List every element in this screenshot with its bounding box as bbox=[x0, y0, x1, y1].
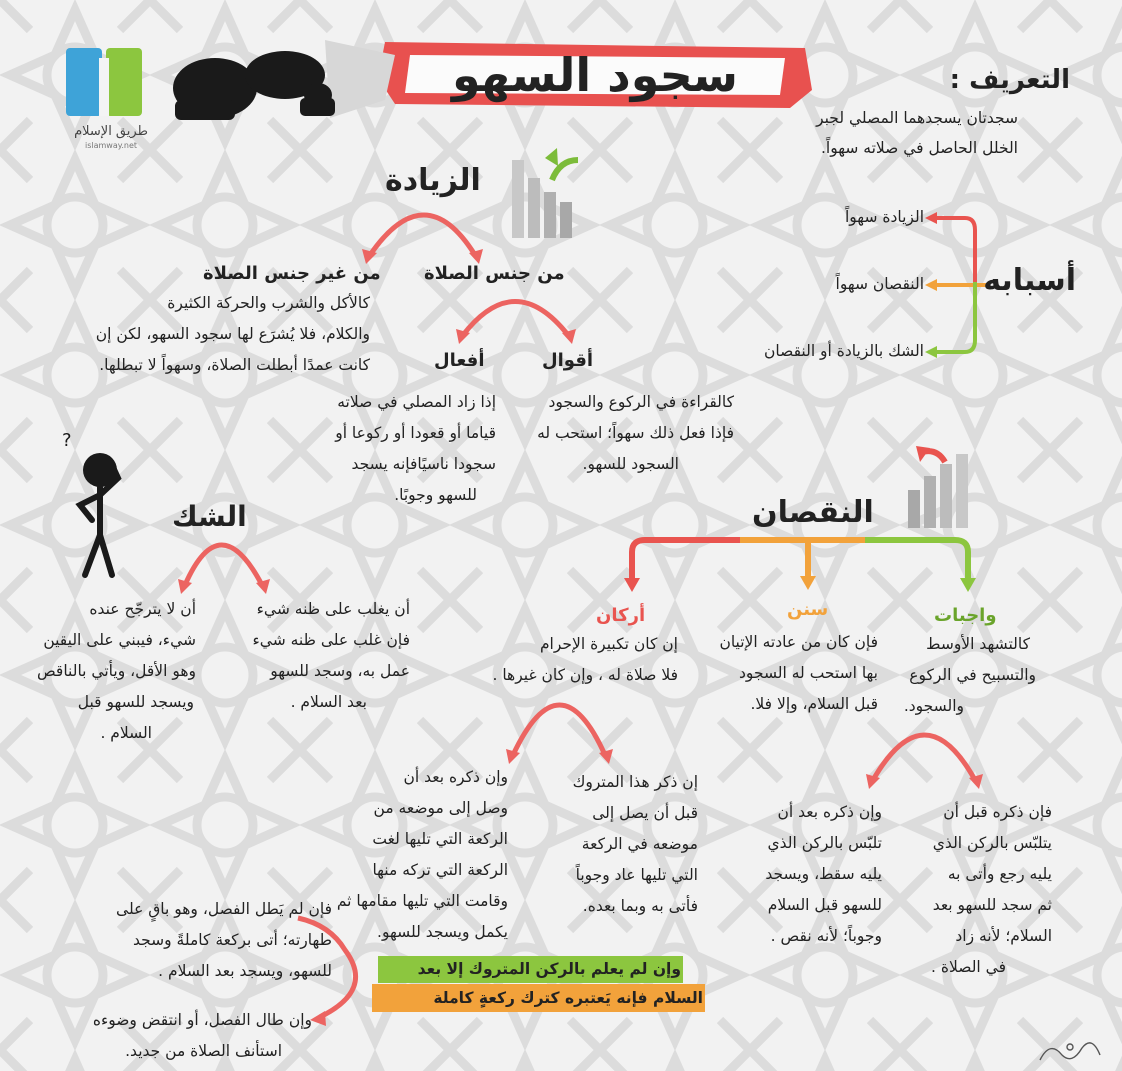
addition-sayings-text-3: السجود للسهو. bbox=[582, 455, 679, 473]
decrease-chart-icon bbox=[908, 446, 968, 528]
doubt-right-2: فإن غلب على ظنه شيء bbox=[252, 631, 410, 649]
not-long-1: فإن لم يَطل الفصل، وهو باقٍ على bbox=[116, 900, 332, 918]
doubt-left-2: شيء، فيبني على اليقين bbox=[43, 631, 196, 649]
svg-text:?: ? bbox=[62, 430, 72, 451]
deficiency-bracket bbox=[632, 540, 968, 580]
obligation-after-3: يليه سقط، ويسجد bbox=[765, 865, 882, 883]
pillar-after-2: وصل إلى موضعه من bbox=[373, 799, 508, 817]
obligation-before-4: ثم سجد للسهو بعد bbox=[932, 896, 1052, 914]
sunnahs-text-2: بها استحب له السجود bbox=[739, 664, 878, 682]
obligations-text-2: والتسبيح في الركوع bbox=[909, 666, 1036, 684]
doubt-left-5: السلام . bbox=[100, 724, 152, 742]
obligation-before-3: يليه رجع وأتى به bbox=[947, 865, 1052, 883]
obligations-text-1: كالتشهد الأوسط bbox=[926, 635, 1030, 653]
long-2: استأنف الصلاة من جديد. bbox=[125, 1042, 282, 1060]
not-known-line-2: السلام فإنه يَعتبره كترك ركعةٍ كاملة bbox=[433, 989, 703, 1007]
doubt-right-3: عمل به، وسجد للسهو bbox=[270, 662, 410, 680]
obligation-after-4: للسهو قبل السلام bbox=[767, 896, 882, 914]
signature-flourish bbox=[1040, 1043, 1100, 1060]
addition-sayings-text-2: فإذا فعل ذلك سهواً؛ استحب له bbox=[537, 424, 734, 442]
pillars-text-1: إن كان تكبيرة الإحرام bbox=[539, 635, 678, 653]
sunnahs-text-1: فإن كان من عادته الإتيان bbox=[719, 633, 878, 651]
obligation-after-5: وجوباً؛ لأنه نقص . bbox=[770, 927, 882, 945]
increase-chart-icon bbox=[512, 148, 578, 238]
pillar-before-1: إن ذكر هذا المتروك bbox=[572, 773, 698, 791]
doubt-right-4: بعد السلام . bbox=[290, 693, 367, 711]
causes-bracket bbox=[935, 218, 990, 352]
obligations-text-3: والسجود. bbox=[903, 697, 964, 715]
sunnahs-text-3: قبل السلام، وإلا فلا. bbox=[750, 695, 878, 713]
addition-actions-text-4: للسهو وجوبًا. bbox=[394, 486, 477, 504]
deficiency-heading: النقصان bbox=[752, 495, 874, 530]
deficiency-pillars-label: أركان bbox=[596, 605, 646, 626]
addition-actions-text-3: سجودا ناسيًافإنه يسجد bbox=[351, 455, 496, 473]
pillar-before-2: قبل أن يصل إلى bbox=[592, 804, 698, 822]
causes-label: أسبابه bbox=[983, 263, 1076, 298]
pillar-after-6: يكمل ويسجد للسهو. bbox=[377, 923, 508, 941]
addition-actions-text-1: إذا زاد المصلي في صلاته bbox=[337, 393, 496, 411]
obligation-before-2: يتلبّس بالركن الذي bbox=[932, 834, 1052, 852]
long-1: وإن طال الفصل، أو انتقض وضوءه bbox=[92, 1011, 312, 1029]
addition-sayings-label: أقوال bbox=[542, 350, 594, 371]
addition-actions-label: أفعال bbox=[434, 350, 485, 371]
doubt-left-4: ويسجد للسهو قبل bbox=[77, 693, 194, 711]
pillar-before-4: التي تليها عاد وجوباً bbox=[575, 866, 698, 884]
deficiency-obligations-label: واجبات bbox=[934, 605, 997, 626]
not-long-2: طهارته؛ أتى بركعة كاملةً وسجد bbox=[133, 931, 332, 949]
pillar-after-5: وقامت التي تليها مقامها ثم bbox=[336, 892, 508, 910]
obligation-before-5: السلام؛ لأنه زاد bbox=[955, 927, 1052, 945]
logo-url: islamway.net bbox=[84, 141, 138, 150]
pillar-before-5: فأتى به وبما بعده. bbox=[582, 897, 698, 915]
deficiency-arrowheads bbox=[624, 576, 976, 592]
cause-doubt: الشك بالزيادة أو النقصان bbox=[764, 342, 924, 360]
pillar-after-4: الركعة التي تركه منها bbox=[372, 861, 508, 879]
obligation-before-6: في الصلاة . bbox=[931, 958, 1006, 976]
pillar-after-1: وإن ذكره بعد أن bbox=[403, 768, 508, 786]
addition-other-text-1: كالأكل والشرب والحركة الكثيرة bbox=[167, 294, 370, 312]
doubt-right-1: أن يغلب على ظنه شيء bbox=[256, 600, 410, 618]
addition-actions-text-2: قياما أو قعودا أو ركوعا أو bbox=[335, 424, 496, 442]
definition-line-1: سجدتان يسجدهما المصلي لجبر bbox=[816, 109, 1018, 127]
addition-other-text-2: والكلام، فلا يُشرَع لها سجود السهو، لكن إن bbox=[95, 325, 370, 343]
causes-arrowheads bbox=[925, 212, 937, 358]
pillar-before-3: موضعه في الركعة bbox=[581, 835, 698, 853]
deficiency-sunnahs-label: سنن bbox=[787, 599, 829, 620]
addition-heading: الزيادة bbox=[385, 163, 481, 198]
obligation-after-2: تلبّس بالركن الذي bbox=[767, 834, 882, 852]
doubt-left-1: أن لا يترجّح عنده bbox=[89, 600, 196, 618]
site-logo bbox=[66, 48, 142, 116]
addition-other-kind: من غير جنس الصلاة bbox=[203, 263, 381, 284]
not-long-3: للسهو، ويسجد بعد السلام . bbox=[158, 962, 332, 980]
pillars-text-2: فلا صلاة له ، وإن كان غيرها . bbox=[492, 666, 678, 684]
doubt-heading: الشك bbox=[172, 500, 247, 533]
confused-person-icon bbox=[62, 430, 118, 575]
page-title: سجود السهو bbox=[452, 48, 738, 102]
addition-sayings-text-1: كالقراءة في الركوع والسجود bbox=[548, 393, 734, 411]
prostration-silhouette bbox=[173, 51, 335, 120]
obligation-before-1: فإن ذكره قبل أن bbox=[943, 803, 1052, 821]
addition-same-kind: من جنس الصلاة bbox=[424, 263, 565, 284]
cause-addition: الزيادة سهواً bbox=[844, 208, 924, 226]
doubt-left-3: وهو الأقل، ويأتي بالناقص bbox=[36, 662, 196, 680]
not-known-line-1: وإن لم يعلم بالركن المتروك إلا بعد bbox=[417, 960, 681, 978]
logo-name: طريق الإسلام bbox=[74, 124, 148, 139]
cause-deficiency: النقصان سهواً bbox=[835, 275, 924, 293]
definition-label: التعريف : bbox=[949, 65, 1070, 95]
definition-line-2: الخلل الحاصل في صلاته سهواً. bbox=[820, 139, 1018, 157]
addition-other-text-3: كانت عمدًا أبطلت الصلاة، وسهواً لا تبطلها. bbox=[99, 356, 370, 374]
pillar-after-3: الركعة التي تليها لغت bbox=[372, 830, 508, 848]
obligation-after-1: وإن ذكره بعد أن bbox=[777, 803, 882, 821]
